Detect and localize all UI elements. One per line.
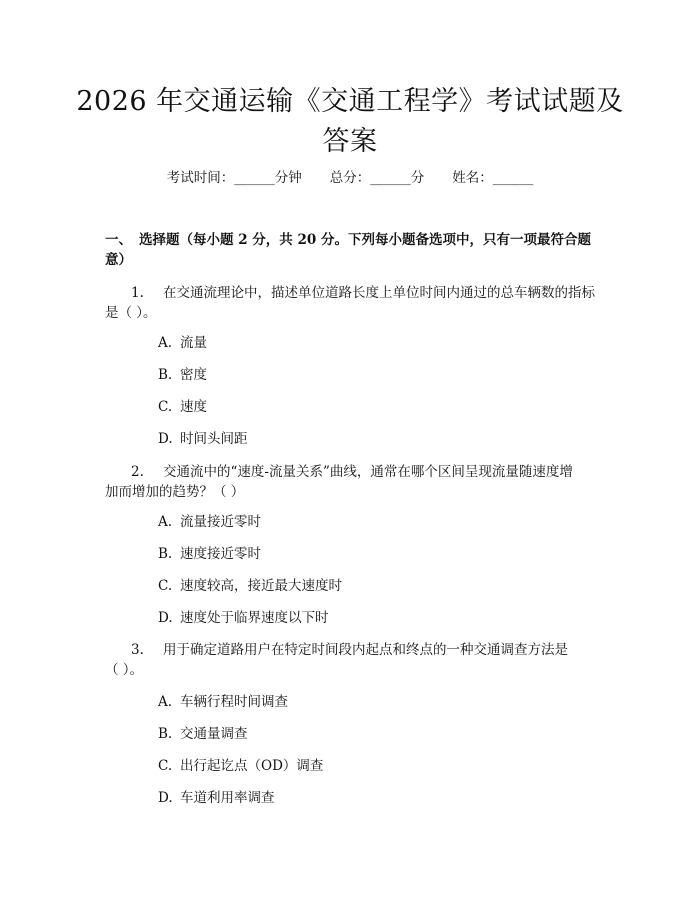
section-heading — [105, 230, 605, 270]
exam-time-field: 考试时间：______分钟 — [166, 170, 302, 186]
question-1-option-a: A. 流量 — [158, 335, 207, 351]
question-2-option-d: D. 速度处于临界速度以下时 — [158, 610, 329, 626]
question-3-option-a: A. 车辆行程时间调查 — [158, 694, 288, 710]
question-3-option-b: B. 交通量调查 — [158, 726, 248, 742]
total-score-field: 总分：______分 — [329, 170, 425, 186]
question-3-option-c: C. 出行起讫点（OD）调查 — [158, 758, 324, 774]
question-2-text: 交通流中的“速度-流量关系”曲线，通常在哪个区间呈现流量随速度增 — [163, 464, 573, 480]
exam-info — [0, 168, 700, 188]
exam-title-line2: 答案 — [322, 126, 378, 157]
question-2-text-cont: 加而增加的趋势？（ ） — [105, 484, 245, 500]
question-1-text-cont: 是（ ）。 — [105, 305, 157, 321]
exam-title — [0, 82, 700, 162]
exam-title-line1: 2026 年交通运输《交通工程学》考试试题及 — [76, 86, 624, 117]
question-3-text: 用于确定道路用户在特定时间段内起点和终点的一种交通调查方法是 — [163, 642, 568, 658]
section-text-cont: 意） — [105, 252, 132, 268]
question-3-text-cont: （ ）。 — [105, 662, 144, 678]
question-3-stem — [105, 640, 605, 680]
question-1-option-b: B. 密度 — [158, 367, 207, 383]
question-3-option-d: D. 车道利用率调查 — [158, 790, 275, 806]
question-1-stem — [105, 283, 605, 323]
question-2-stem — [105, 462, 605, 502]
question-2-option-c: C. 速度较高，接近最大速度时 — [158, 578, 342, 594]
question-2-number: 2. — [131, 464, 144, 480]
question-2-option-b: B. 速度接近零时 — [158, 546, 261, 562]
question-1-text: 在交通流理论中，描述单位道路长度上单位时间内通过的总车辆数的指标 — [163, 285, 595, 301]
section-text: 选择题（每小题 2 分，共 20 分。下列每小题备选项中，只有一项最符合题 — [139, 232, 591, 248]
question-1-option-d: D. 时间头间距 — [158, 431, 248, 447]
question-3-number: 3. — [131, 642, 144, 658]
question-2-option-a: A. 流量接近零时 — [158, 514, 261, 530]
question-1-option-c: C. 速度 — [158, 399, 207, 415]
section-number: 一、 — [105, 232, 132, 248]
question-1-number: 1. — [131, 285, 144, 301]
name-field: 姓名：______ — [452, 170, 534, 186]
